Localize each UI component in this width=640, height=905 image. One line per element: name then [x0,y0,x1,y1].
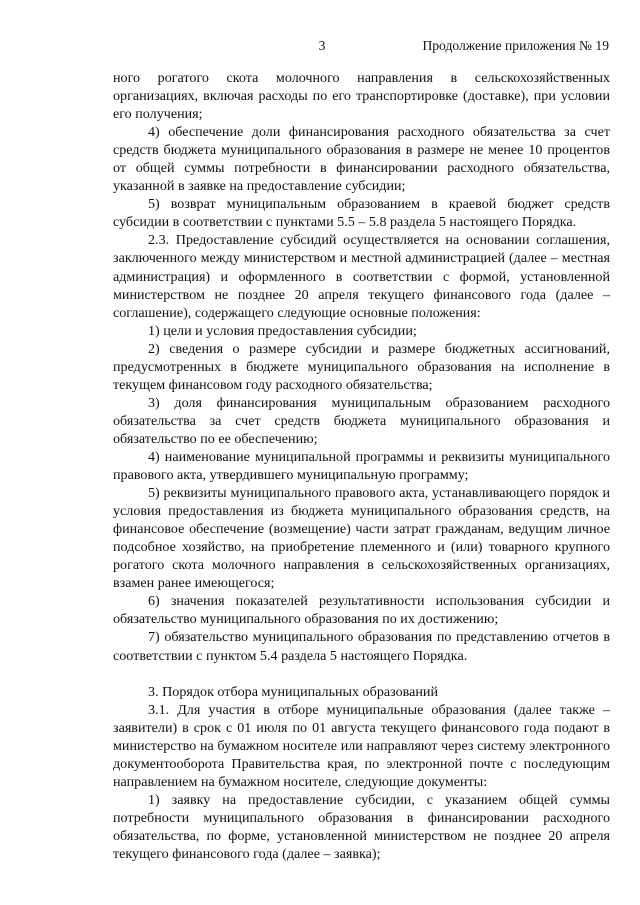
page-header [112,38,609,58]
paragraph-continuation: ного рогатого скота молочного направления в сельскохозяйственных организациях, включая расходы по его транспортировке (доставке), при условии его получения; [113,70,610,123]
agreement-item-1: 1) цели и условия предоставления субсидии; [148,322,417,339]
section-3-heading: 3. Порядок отбора муниципальных образований [148,683,439,700]
agreement-item-4: 4) наименование муниципальной программы и реквизиты муниципального правового акта, утвердившего муниципальную программу; [113,448,610,484]
agreement-item-7: 7) обязательство муниципального образования по представлению отчетов в соответствии с пунктом 5.4 раздела 5 настоящего Порядка. [113,629,610,664]
agreement-item-3: 3) доля финансирования муниципальным образованием расходного обязательства за счет средств бюджета муниципального образования и обязательство по ее обеспечению; [113,394,610,447]
list-item-4-cofinancing: 4) обеспечение доли финансирования расходного обязательства за счет средств бюджета муниципального образования в размере не менее 10 процентов от общей суммы потребности в финансировании расходного обязательства, указанной в заявке на предоставление субсидии; [113,124,610,195]
appendix-continuation-note: Продолжение приложения № 19 [422,38,609,53]
agreement-item-5: 5) реквизиты муниципального правового акта, устанавливающего порядок и условия предоставления из бюджета муниципального образования средств, на финансовое обеспечение (возмещение) части затрат гражданам, ведущим личное подсобное хозяйство, на приобретение племенного и (или) товарного крупного рогатого скота молочного направления в сельскохозяйственных организациях, взамен ранее имеющегося; [113,485,610,592]
page-number: 3 [318,38,326,53]
agreement-item-2: 2) сведения о размере субсидии и размере бюджетных ассигнований, предусмотренных в бюджете муниципального образования на исполнение в текущем финансовом году расходного обязательства; [113,340,610,393]
clause-2-3: 2.3. Предоставление субсидий осуществляется на основании соглашения, заключенного между министерством и местной администрацией (далее – местная администрация) и оформленного в соответствии с формой, установленной министерством не позднее 20 апреля текущего финансового года (далее – соглашение), содержащего следующие основные положения: [113,232,610,321]
documents-item-1: 1) заявку на предоставление субсидии, с указанием общей суммы потребности муниципального образования в финансировании расходного обязательства, по форме, установленной министерством не позднее 20 апреля текущего финансового года (далее – заявка); [113,791,610,862]
agreement-item-6: 6) значения показателей результативности использования субсидии и обязательство муниципального образования по их достижению; [113,593,610,628]
clause-3-1: 3.1. Для участия в отборе муниципальные образования (далее также – заявители) в срок с 01 июля по 01 августа текущего финансового года подают в министерство на бумажном носителе или направляют через систему электронного документооборота Правительства края, по электронной почте с последующим направлением на бумажном носителе, следующие документы: [113,701,610,790]
document-body [113,69,610,863]
list-item-5-refund: 5) возврат муниципальным образованием в краевой бюджет средств субсидии в соответствии с пунктами 5.5 – 5.8 раздела 5 настоящего Порядка. [113,196,610,231]
